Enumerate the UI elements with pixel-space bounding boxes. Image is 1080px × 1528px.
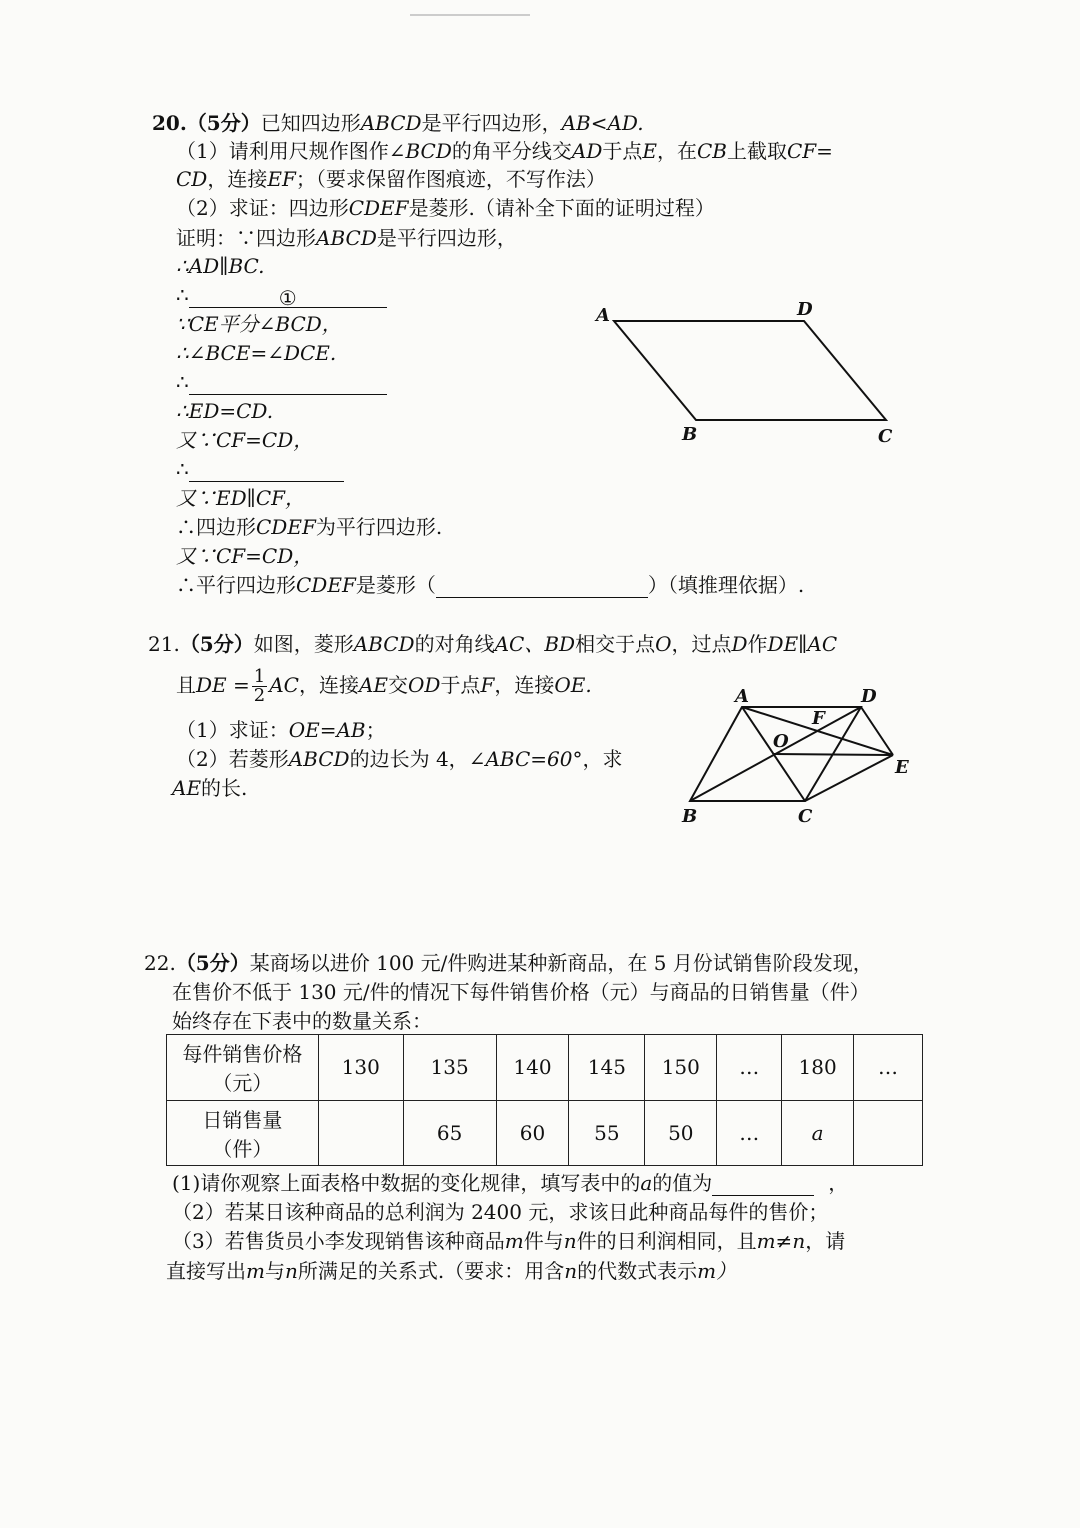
q20-proof-6 bbox=[176, 369, 387, 395]
text: 的值为 bbox=[652, 1171, 713, 1195]
text: 上截取 bbox=[727, 139, 787, 163]
header-unit: （件） bbox=[212, 1136, 273, 1161]
q21-stem-line2 bbox=[176, 668, 592, 705]
segment-de bbox=[861, 707, 893, 755]
row-header-price bbox=[167, 1035, 319, 1101]
math: n bbox=[564, 1259, 578, 1283]
table-cell: 55 bbox=[569, 1100, 645, 1166]
label-D: D bbox=[861, 686, 877, 707]
header-unit: （元） bbox=[212, 1071, 273, 1096]
row-header-sales bbox=[167, 1100, 319, 1166]
label-A: A bbox=[735, 686, 749, 707]
q22-stem-line2: 在售价不低于 130 元/件的情况下每件销售价格（元）与商品的日销售量（件） bbox=[172, 980, 870, 1004]
q20-proof-10: 又∵ED∥CF， bbox=[176, 486, 306, 510]
q21-part2-line2 bbox=[172, 775, 247, 801]
text: ；（要求保留作图痕迹，不写作法） bbox=[295, 167, 606, 191]
math: ABCD bbox=[353, 632, 415, 656]
text: 是菱形（ bbox=[355, 573, 436, 597]
text: ，过点 bbox=[671, 632, 732, 656]
math: a bbox=[640, 1171, 653, 1195]
text: 且 bbox=[176, 673, 196, 697]
q20-score: （5分） bbox=[186, 111, 261, 135]
text: 件与 bbox=[523, 1229, 564, 1253]
q22-stem-line1 bbox=[144, 950, 873, 976]
table-cell: … bbox=[854, 1035, 923, 1101]
price-sales-table bbox=[166, 1034, 923, 1166]
text: （1）请利用尺规作图作 bbox=[176, 139, 389, 163]
text: 作 bbox=[747, 632, 768, 656]
q20-proof-8: 又∵CF=CD， bbox=[176, 428, 314, 452]
q20-parallelogram-figure bbox=[590, 295, 910, 455]
table-cell bbox=[854, 1100, 923, 1166]
q20-part1-line2 bbox=[176, 166, 606, 192]
math: CD bbox=[176, 167, 208, 191]
blank-1[interactable] bbox=[189, 285, 387, 308]
fraction-one-half bbox=[252, 668, 267, 705]
text: 与 bbox=[264, 1259, 285, 1283]
header-text: 日销售量 bbox=[202, 1107, 283, 1132]
q22-score: （5分） bbox=[175, 951, 250, 975]
math: n bbox=[284, 1259, 298, 1283]
math: m≠n bbox=[756, 1229, 806, 1253]
table-cell: 130 bbox=[318, 1035, 403, 1101]
text: 于点 bbox=[602, 139, 643, 163]
text: 的角平分线交 bbox=[451, 139, 572, 163]
numerator: 1 bbox=[253, 666, 266, 687]
q22-stem-line3: 始终存在下表中的数量关系： bbox=[172, 1009, 432, 1033]
q22-part3-line2 bbox=[166, 1258, 736, 1284]
table-cell: 145 bbox=[569, 1035, 645, 1101]
q20-condition: AB<AD. bbox=[561, 111, 644, 135]
table-cell: a bbox=[782, 1100, 854, 1166]
math: CDEF bbox=[296, 573, 356, 597]
math: AE bbox=[172, 776, 202, 800]
text: 的代数式表示 bbox=[577, 1259, 698, 1283]
q20-part1-line1 bbox=[176, 138, 833, 164]
label-O: O bbox=[773, 731, 789, 752]
text: 的边长为 4， bbox=[349, 747, 469, 771]
math: F bbox=[480, 673, 495, 697]
math: EF bbox=[267, 167, 296, 191]
q20-proof-11 bbox=[176, 514, 442, 540]
label-B: B bbox=[682, 424, 698, 445]
table-cell: 150 bbox=[645, 1035, 717, 1101]
q22-number: 22. bbox=[144, 951, 176, 975]
text: ，连接 bbox=[494, 673, 555, 697]
q20-proof-2: ∴AD∥BC. bbox=[176, 254, 265, 278]
label-B: B bbox=[682, 806, 698, 827]
q21-rhombus-figure bbox=[680, 684, 920, 830]
math: ABCD bbox=[288, 747, 350, 771]
math: E bbox=[642, 139, 657, 163]
math: CDEF bbox=[256, 515, 316, 539]
label-F: F bbox=[812, 708, 825, 729]
text: ，请 bbox=[805, 1229, 846, 1253]
text: （2）求证：四边形 bbox=[176, 196, 349, 220]
table-cell: 135 bbox=[403, 1035, 496, 1101]
table-row-price bbox=[167, 1035, 923, 1101]
math: O bbox=[655, 632, 672, 656]
math: AC bbox=[269, 673, 299, 697]
text: 于点 bbox=[440, 673, 481, 697]
label-D: D bbox=[797, 299, 813, 320]
q20-abcd: ABCD bbox=[360, 111, 422, 135]
table-cell: … bbox=[717, 1035, 782, 1101]
text: 证明：∵四边形 bbox=[176, 226, 316, 250]
q22-part3-line1 bbox=[172, 1228, 845, 1254]
q20-proof-5: ∴∠BCE=∠DCE. bbox=[176, 341, 337, 365]
q21-part1 bbox=[176, 717, 386, 743]
q20-stem bbox=[152, 110, 644, 136]
text: ∴ bbox=[176, 457, 189, 481]
math: n bbox=[563, 1229, 577, 1253]
q20-proof-9 bbox=[176, 456, 344, 482]
text: 件的日利润相同，且 bbox=[576, 1229, 757, 1253]
q21-part2-line1 bbox=[176, 746, 622, 772]
text: ）（填推理依据）. bbox=[647, 573, 805, 597]
q20-stem-text: 已知四边形 bbox=[260, 111, 361, 135]
q20-part2 bbox=[176, 195, 715, 221]
table-cell: 180 bbox=[782, 1035, 854, 1101]
scan-edge-mark bbox=[410, 14, 530, 16]
denominator: 2 bbox=[253, 685, 266, 706]
q21-stem-line1 bbox=[148, 631, 837, 657]
text: ，连接 bbox=[298, 673, 359, 697]
text: ，求 bbox=[582, 747, 623, 771]
math: OD bbox=[408, 673, 441, 697]
table-cell: 65 bbox=[403, 1100, 496, 1166]
text: 的对角线 bbox=[414, 632, 495, 656]
q21-score: （5分） bbox=[179, 632, 254, 656]
text: (1)请你观察上面表格中数据的变化规律，填写表中的 bbox=[172, 1171, 641, 1195]
text: ； bbox=[365, 718, 386, 742]
math: m bbox=[246, 1259, 265, 1283]
text: ，在 bbox=[657, 139, 697, 163]
math: D bbox=[731, 632, 748, 656]
math: ∠BCD bbox=[388, 139, 452, 163]
q22-part1 bbox=[172, 1170, 848, 1196]
table-cell: 60 bbox=[496, 1100, 569, 1166]
label-C: C bbox=[878, 426, 893, 447]
math: ∠ABC=60° bbox=[468, 747, 583, 771]
math: AD bbox=[571, 139, 603, 163]
math: AC、BD bbox=[494, 632, 576, 656]
text: 是平行四边形， bbox=[376, 226, 517, 250]
text: ， bbox=[828, 1171, 849, 1195]
q22-part2: （2）若某日该种商品的总利润为 2400 元，求该日此种商品每件的售价； bbox=[172, 1200, 829, 1224]
blank-marker: ① bbox=[278, 286, 297, 310]
math: OE=AB bbox=[288, 718, 366, 742]
q20-stem-text-b: 是平行四边形， bbox=[421, 111, 562, 135]
math: ABCD bbox=[316, 226, 377, 250]
table-cell: 140 bbox=[496, 1035, 569, 1101]
math: m） bbox=[697, 1259, 737, 1283]
text: ∴ bbox=[176, 370, 189, 394]
q20-proof-13 bbox=[176, 572, 804, 598]
text: ∴ bbox=[176, 283, 189, 307]
q20-proof-1 bbox=[176, 225, 517, 251]
text: 相交于点 bbox=[575, 632, 656, 656]
label-C: C bbox=[798, 806, 813, 827]
blank-2[interactable] bbox=[189, 372, 387, 395]
math: OE. bbox=[554, 673, 592, 697]
table-cell: 50 bbox=[645, 1100, 717, 1166]
label-A: A bbox=[596, 305, 610, 326]
q20-proof-3 bbox=[176, 282, 387, 308]
text: （3）若售货员小李发现销售该种商品 bbox=[172, 1229, 505, 1253]
q20-number: 20. bbox=[152, 111, 187, 135]
parallelogram-abcd bbox=[614, 321, 886, 420]
text: 为平行四边形. bbox=[315, 515, 443, 539]
text: （1）求证： bbox=[176, 718, 289, 742]
math: CB bbox=[697, 139, 727, 163]
segment-oe bbox=[774, 754, 893, 755]
q21-number: 21. bbox=[148, 632, 180, 656]
text: 某商场以进价 100 元/件购进某种新商品，在 5 月份试销售阶段发现， bbox=[249, 951, 873, 975]
text: ∴四边形 bbox=[176, 515, 256, 539]
math: AE bbox=[358, 673, 388, 697]
header-text: 每件销售价格 bbox=[182, 1042, 303, 1067]
q20-proof-12: 又∵CF=CD， bbox=[176, 544, 314, 568]
math: DE = bbox=[196, 673, 250, 697]
text: 如图，菱形 bbox=[253, 632, 354, 656]
text: （2）若菱形 bbox=[176, 747, 289, 771]
q20-proof-7: ∴ED=CD. bbox=[176, 399, 274, 423]
table-row-sales bbox=[167, 1100, 923, 1166]
math: CF= bbox=[787, 139, 833, 163]
text: 所满足的关系式.（要求：用含 bbox=[297, 1259, 565, 1283]
table-cell bbox=[318, 1100, 403, 1166]
text: 的长. bbox=[201, 776, 248, 800]
blank-3[interactable] bbox=[189, 459, 344, 482]
text: 交 bbox=[388, 673, 408, 697]
blank-a-value[interactable] bbox=[712, 1173, 814, 1196]
blank-reason[interactable] bbox=[436, 575, 648, 598]
text: ，连接 bbox=[207, 167, 268, 191]
q20-proof-4: ∵CE平分∠BCD， bbox=[176, 312, 342, 336]
table-cell: … bbox=[717, 1100, 782, 1166]
math: m bbox=[504, 1229, 524, 1253]
text: 直接写出 bbox=[166, 1259, 246, 1283]
label-E: E bbox=[895, 757, 909, 778]
math: CDEF bbox=[348, 196, 409, 220]
text: 是菱形.（请补全下面的证明过程） bbox=[408, 196, 715, 220]
text: ∴平行四边形 bbox=[176, 573, 296, 597]
math: DE∥AC bbox=[767, 632, 838, 656]
